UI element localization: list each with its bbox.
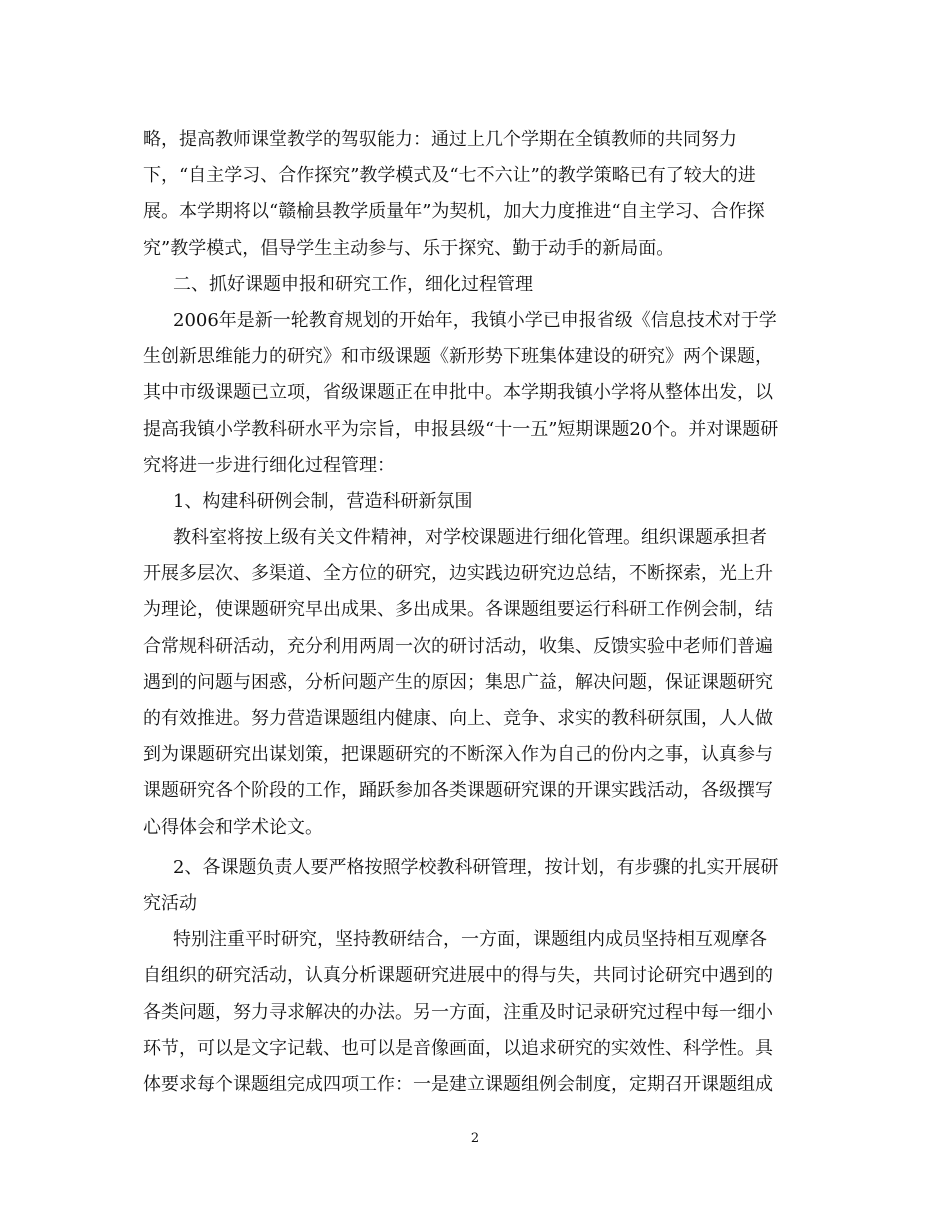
text-line: 开展多层次、多渠道、全方位的研究，边实践边研究边总结，不断探索，光上升 xyxy=(143,563,773,585)
text-line: 生创新思维能力的研究》和市级课题《新形势下班集体建设的研究》两个课题， xyxy=(143,346,773,368)
paragraph-start: 2006年是新一轮教育规划的开始年，我镇小学已申报省级《信息技术对于学 xyxy=(173,309,777,331)
text-line: 遇到的问题与困惑，分析问题产生的原因；集思广益，解决问题，保证课题研究 xyxy=(143,671,773,693)
text-line: 究”教学模式，倡导学生主动参与、乐于探究、勤于动手的新局面。 xyxy=(143,237,675,259)
text-line: 为理论，使课题研究早出成果、多出成果。各课题组要运行科研工作例会制，结 xyxy=(143,599,773,621)
text-line: 其中市级课题已立项，省级课题正在申批中。本学期我镇小学将从整体出发，以 xyxy=(143,382,773,404)
text-line: 究将进一步进行细化过程管理： xyxy=(143,454,395,476)
text-line: 的有效推进。努力营造课题组内健康、向上、竞争、求实的教科研氛围，人人做 xyxy=(143,708,773,729)
text-line: 究活动 xyxy=(143,892,197,914)
text-line: 自组织的研究活动，认真分析课题研究进展中的得与失，共同讨论研究中遇到的 xyxy=(143,965,773,987)
paragraph-start: 教科室将按上级有关文件精神，对学校课题进行细化管理。组织课题承担者 xyxy=(173,527,767,549)
text-line: 合常规科研活动，充分利用两周一次的研讨活动，收集、反馈实验中老师们普遍 xyxy=(143,635,773,657)
text-line: 提高我镇小学教科研水平为宗旨，申报县级“十一五”短期课题20个。并对课题研 xyxy=(143,418,779,440)
page-number: 2 xyxy=(470,1131,480,1146)
section-heading: 二、抓好课题申报和研究工作，细化过程管理 xyxy=(173,273,533,295)
text-line: 略，提高教师课堂教学的驾驭能力：通过上几个学期在全镇教师的共同努力 xyxy=(143,129,737,150)
subsection-heading: 2、各课题负责人要严格按照学校教科研管理，按计划，有步骤的扎实开展研 xyxy=(173,856,779,878)
text-line: 到为课题研究出谋划策，把课题研究的不断深入作为自己的份内之事，认真参与 xyxy=(143,744,773,766)
document-body xyxy=(143,122,813,1103)
text-line: 展。本学期将以“赣榆县教学质量年”为契机，加大力度推进“自主学习、合作探 xyxy=(143,201,765,223)
text-line: 下，“自主学习、合作探究”教学模式及“七不六让”的教学策略已有了较大的进 xyxy=(143,165,756,187)
text-line: 环节，可以是文字记载、也可以是音像画面，以追求研究的实效性、科学性。具 xyxy=(143,1037,773,1059)
text-line: 各类问题，努力寻求解决的办法。另一方面，注重及时记录研究过程中每一细小 xyxy=(143,1001,773,1023)
text-line: 课题研究各个阶段的工作，踊跃参加各类课题研究课的开课实践活动，各级撰写 xyxy=(143,780,773,802)
paragraph-start: 特别注重平时研究，坚持教研结合，一方面，课题组内成员坚持相互观摩各 xyxy=(173,929,767,951)
text-line: 体要求每个课题组完成四项工作：一是建立课题组例会制度，定期召开课题组成 xyxy=(143,1073,773,1095)
subsection-heading: 1、构建科研例会制，营造科研新氛围 xyxy=(173,490,473,512)
text-line: 心得体会和学术论文。 xyxy=(143,816,323,838)
